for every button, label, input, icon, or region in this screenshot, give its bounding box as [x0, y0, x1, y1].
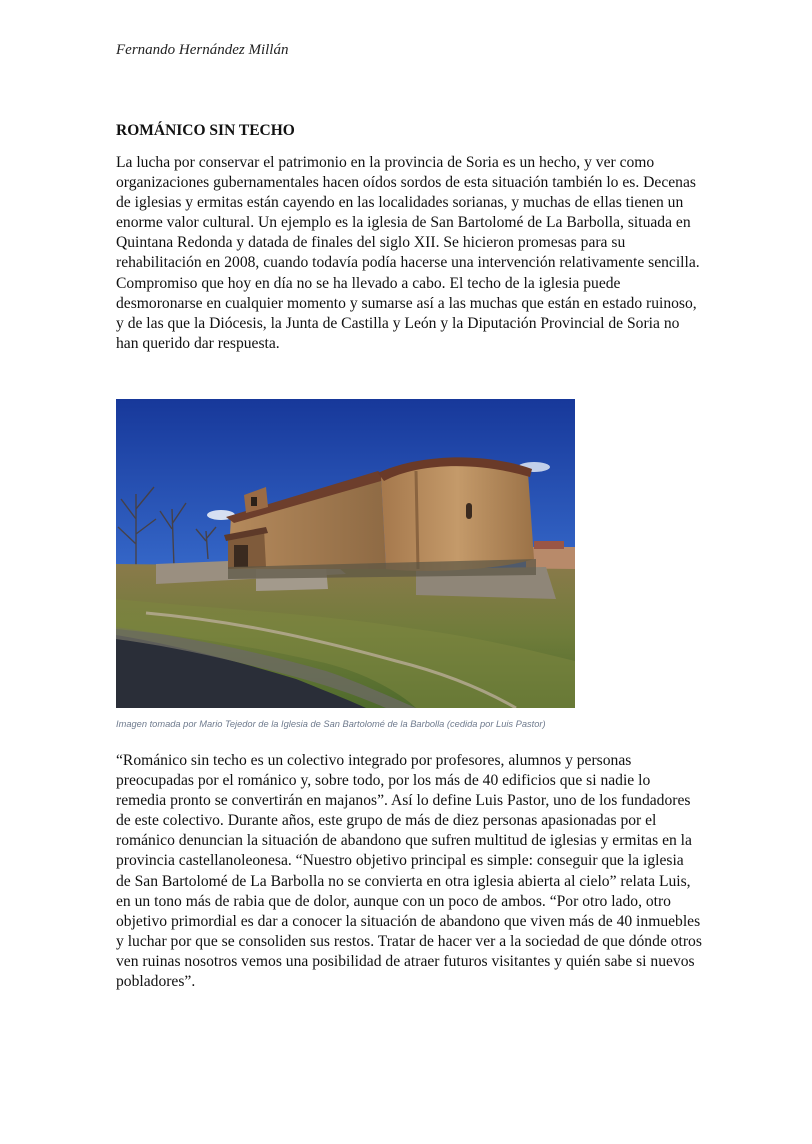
image-caption: Imagen tomada por Mario Tejedor de la Iglesia de San Bartolomé de la Barbolla (cedida por Luis Pastor) [116, 719, 546, 729]
article-title: ROMÁNICO SIN TECHO [116, 122, 295, 139]
paragraph-intro: La lucha por conservar el patrimonio en la provincia de Soria es un hecho, y ver como organizaciones gubernamentales hacen oídos sordos de esta situación también lo es. Decenas de iglesias y ermitas están cayendo en las localidades sorianas, y muchas de ellas tienen un enorme valor cultural. Un ejemplo es la iglesia de San Bartolomé de La Barbolla, situada en Quintana Redonda y datada de finales del siglo XII. Se hicieron promesas para su rehabilitación en 2008, cuando todavía podía hacerse una intervención relativamente sencilla. Compromiso que hoy en día no se ha llevado a cabo. El techo de la iglesia puede desmoronarse en cualquier momento y sumarse así a las muchas que están en estado ruinoso, y de las que la Diócesis, la Junta de Castilla y León y la Diputación Provincial de Soria no han querido dar respuesta. [116, 154, 700, 352]
paragraph-quote: “Románico sin techo es un colectivo integrado por profesores, alumnos y personas preocupadas por el románico y, sobre todo, por los más de 40 edificios que si nadie lo remedia pronto se convertirán en majanos”. Así lo define Luis Pastor, uno de los fundadores de este colectivo. Durante años, este grupo de más de diez personas apasionadas por el románico denuncian la situación de abandono que sufren multitud de iglesias y ermitas en la provincia castellanoleonesa. “Nuestro objetivo principal es simple: conseguir que la iglesia de San Bartolomé de La Barbolla no se convierta en otra iglesia abierta al cielo” relata Luis, en un tono más de rabia que de dolor, aunque con un poco de ambos. “Por otro lado, otro objetivo primordial es dar a conocer la situación de abandono que viven más de 40 inmuebles y luchar por que se consoliden sus restos. Tratar de hacer ver a la sociedad de que dónde otros ven ruinas nosotros vemos una posibilidad de atraer futuros visitantes y quién sabe si nuevos pobladores”. [116, 752, 702, 991]
running-header-author: Fernando Hernández Millán [116, 42, 289, 58]
church-photo [116, 399, 575, 708]
